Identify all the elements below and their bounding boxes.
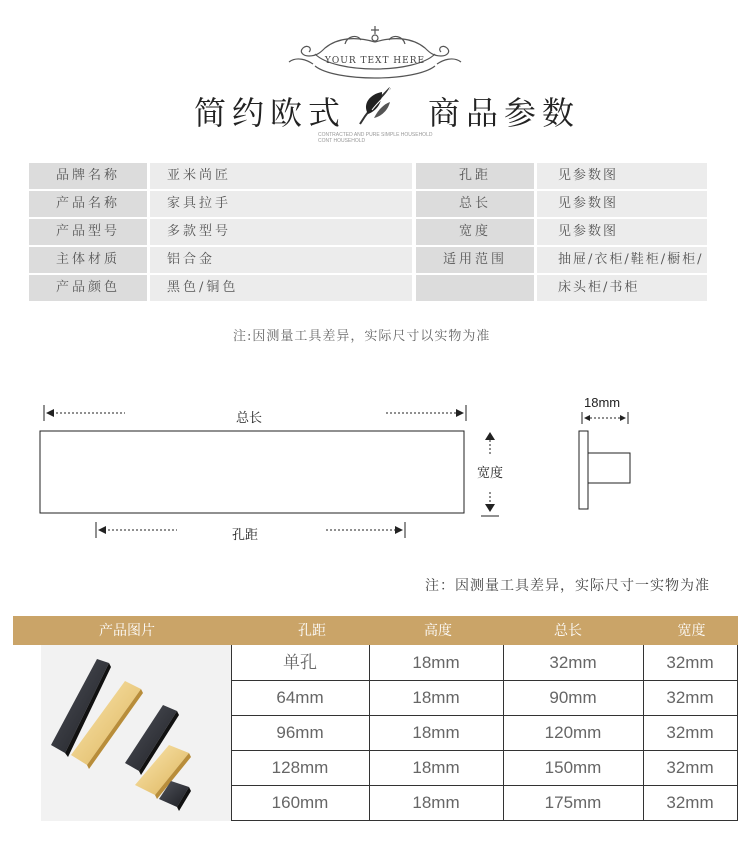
- param-value: 多款型号: [150, 219, 412, 245]
- cell-height: 18mm: [412, 653, 460, 672]
- param-value: 铝合金: [150, 247, 412, 273]
- page-title-right: 商品参数: [428, 94, 581, 132]
- cell-width: 32mm: [666, 688, 714, 707]
- total-length-label: 总长: [236, 410, 263, 425]
- handle-side-post: [588, 453, 630, 483]
- table-row: [231, 680, 738, 716]
- param-value: 亚米尚匠: [150, 163, 412, 189]
- param-label: [416, 275, 534, 301]
- param-value: 黑色/铜色: [150, 275, 412, 301]
- height-value-label: 18mm: [584, 395, 621, 410]
- param-label: 主体材质: [29, 247, 147, 273]
- cell-total-length: 150mm: [544, 758, 602, 777]
- cell-total-length: 120mm: [544, 723, 602, 742]
- table-row: [231, 750, 738, 786]
- hole-distance-label: 孔距: [232, 527, 259, 542]
- cell-total-length: 32mm: [549, 653, 597, 672]
- dimension-diagram: [0, 390, 750, 550]
- measurement-note: 注:因测量工具差异，实际尺寸以实物为准: [233, 329, 491, 344]
- width-label: 宽度: [477, 465, 504, 480]
- page-title-left: 简约欧式: [194, 94, 347, 132]
- measurement-note-2: 注：因测量工具差异，实际尺寸一实物为准: [425, 577, 710, 593]
- cell-hole-distance: 64mm: [276, 688, 324, 707]
- header-hole-distance: 孔距: [298, 622, 326, 638]
- spec-table-header: [13, 616, 738, 645]
- cell-hole-distance: 单孔: [283, 653, 317, 672]
- product-image: [41, 645, 231, 821]
- header-total-length: 总长: [554, 622, 582, 638]
- cell-hole-distance: 96mm: [276, 723, 324, 742]
- cell-height: 18mm: [412, 758, 460, 777]
- param-label: 品牌名称: [29, 163, 147, 189]
- table-row: [231, 645, 738, 681]
- header-product-image: 产品图片: [99, 622, 155, 638]
- param-value: 见参数图: [537, 219, 707, 245]
- param-label: 产品型号: [29, 219, 147, 245]
- param-value: 家具拉手: [150, 191, 412, 217]
- cell-total-length: 90mm: [549, 688, 597, 707]
- handle-front-view: [40, 431, 464, 513]
- param-label: 适用范围: [416, 247, 534, 273]
- param-label: 产品名称: [29, 191, 147, 217]
- param-value: 见参数图: [537, 191, 707, 217]
- cell-total-length: 175mm: [544, 793, 602, 812]
- param-label: 孔距: [416, 163, 534, 189]
- cell-width: 32mm: [666, 653, 714, 672]
- spec-table-body: [231, 645, 738, 821]
- decorative-banner: [285, 22, 465, 84]
- cell-width: 32mm: [666, 793, 714, 812]
- header-width: 宽度: [677, 622, 706, 638]
- table-row: [231, 785, 738, 821]
- cell-width: 32mm: [666, 758, 714, 777]
- cell-height: 18mm: [412, 688, 460, 707]
- param-value: 见参数图: [537, 163, 707, 189]
- dimension-drawing: [0, 390, 750, 550]
- param-label: 产品颜色: [29, 275, 147, 301]
- table-row: [231, 715, 738, 751]
- ornament-icon: [285, 22, 465, 84]
- cell-height: 18mm: [412, 793, 460, 812]
- handle-side-plate: [579, 431, 588, 509]
- subtitle-english: CONTRACTED AND PURE SIMPLE HOUSEHOLD CONT HOUSEHOLD: [318, 132, 433, 144]
- cell-hole-distance: 128mm: [271, 758, 329, 777]
- cell-width: 32mm: [666, 723, 714, 742]
- param-label: 总长: [416, 191, 534, 217]
- header-height: 高度: [424, 622, 452, 638]
- param-label: 宽度: [416, 219, 534, 245]
- param-value: 床头柜/书柜: [537, 275, 707, 301]
- cell-hole-distance: 160mm: [271, 793, 329, 812]
- param-value: 抽屉/衣柜/鞋柜/橱柜/: [537, 247, 707, 273]
- cell-height: 18mm: [412, 723, 460, 742]
- banner-text: YOUR TEXT HERE: [324, 56, 426, 66]
- leaf-icon: [356, 84, 396, 128]
